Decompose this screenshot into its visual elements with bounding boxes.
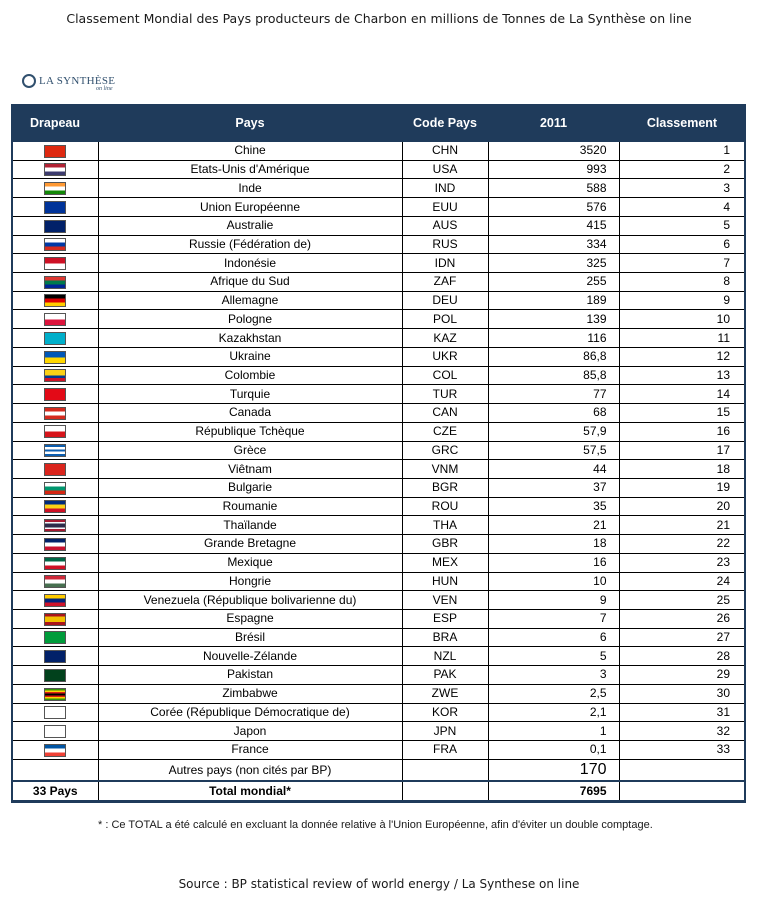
autres-code-cell [402,759,488,781]
china-flag-icon [44,145,66,158]
country-name-cell: Thaïlande [98,516,402,535]
thailand-flag-icon [44,519,66,532]
flag-cell [12,366,98,385]
country-code-cell: AUS [402,216,488,235]
country-code-cell: IND [402,179,488,198]
table-row [12,572,745,591]
colombia-flag-icon [44,369,66,382]
production-2011-cell: 993 [488,160,619,179]
rank-cell: 15 [619,404,745,423]
uk-flag-icon [44,538,66,551]
country-code-cell: CAN [402,404,488,423]
production-2011-cell: 85,8 [488,366,619,385]
country-name-cell: Union Européenne [98,198,402,217]
table-row [12,609,745,628]
country-code-cell: NZL [402,647,488,666]
country-name-cell: Canada [98,404,402,423]
ukraine-flag-icon [44,351,66,364]
table-row [12,404,745,423]
flag-cell [12,572,98,591]
table-row [12,235,745,254]
flag-cell [12,347,98,366]
table-row [12,366,745,385]
country-name-cell: Etats-Unis d'Amérique [98,160,402,179]
rank-cell: 30 [619,684,745,703]
country-name-cell: Ukraine [98,347,402,366]
mexico-flag-icon [44,557,66,570]
flag-cell [12,684,98,703]
production-2011-cell: 576 [488,198,619,217]
rank-cell: 12 [619,347,745,366]
country-code-cell: VEN [402,591,488,610]
table-row [12,722,745,741]
flag-cell [12,235,98,254]
rank-cell: 9 [619,291,745,310]
logo [22,74,116,92]
country-name-cell: France [98,741,402,760]
table-row [12,516,745,535]
table-row [12,179,745,198]
country-name-cell: Inde [98,179,402,198]
country-code-cell: ZAF [402,273,488,292]
production-2011-cell: 10 [488,572,619,591]
new-zealand-flag-icon [44,650,66,663]
flag-cell [12,628,98,647]
country-code-cell: BRA [402,628,488,647]
rank-cell: 31 [619,703,745,722]
country-name-cell: Allemagne [98,291,402,310]
usa-flag-icon [44,163,66,176]
rank-cell: 6 [619,235,745,254]
flag-cell [12,703,98,722]
country-code-cell: USA [402,160,488,179]
flag-cell [12,385,98,404]
flag-cell [12,460,98,479]
hungary-flag-icon [44,575,66,588]
flag-cell [12,609,98,628]
romania-flag-icon [44,500,66,513]
table-row [12,273,745,292]
production-2011-cell: 9 [488,591,619,610]
flag-cell [12,141,98,160]
flag-cell [12,422,98,441]
rank-cell: 3 [619,179,745,198]
czech-flag-icon [44,425,66,438]
flag-cell [12,216,98,235]
header-pays: Pays [98,105,402,141]
flag-cell [12,591,98,610]
rank-cell: 8 [619,273,745,292]
country-code-cell: DEU [402,291,488,310]
autres-rank-cell [619,759,745,781]
production-2011-cell: 255 [488,273,619,292]
country-code-cell: CHN [402,141,488,160]
autres-pays-cell: Autres pays (non cités par BP) [98,759,402,781]
table-row [12,460,745,479]
country-code-cell: ZWE [402,684,488,703]
table-row [12,703,745,722]
table-row [12,497,745,516]
production-2011-cell: 68 [488,404,619,423]
country-code-cell: GBR [402,535,488,554]
rank-cell: 23 [619,553,745,572]
footnote: * : Ce TOTAL a été calculé en excluant la donnée relative à l'Union Européenne, afin d'éviter un double comptage. [98,819,653,831]
total-row [12,781,745,802]
country-code-cell: EUU [402,198,488,217]
country-code-cell: ROU [402,497,488,516]
country-name-cell: Zimbabwe [98,684,402,703]
table-row [12,291,745,310]
country-name-cell: Turquie [98,385,402,404]
turkey-flag-icon [44,388,66,401]
total-rank-cell [619,781,745,802]
production-2011-cell: 86,8 [488,347,619,366]
table-row [12,310,745,329]
flag-cell [12,722,98,741]
table-header-row [12,105,745,141]
country-code-cell: GRC [402,441,488,460]
country-name-cell: Espagne [98,609,402,628]
table-row [12,628,745,647]
coal-ranking-table-wrapper [11,104,744,803]
country-name-cell: Mexique [98,553,402,572]
country-name-cell: Roumanie [98,497,402,516]
spain-flag-icon [44,613,66,626]
production-2011-cell: 77 [488,385,619,404]
production-2011-cell: 57,5 [488,441,619,460]
rank-cell: 7 [619,254,745,273]
table-row [12,553,745,572]
zimbabwe-flag-icon [44,688,66,701]
total-count-cell: 33 Pays [12,781,98,802]
rank-cell: 20 [619,497,745,516]
production-2011-cell: 2,5 [488,684,619,703]
flag-cell [12,666,98,685]
rank-cell: 32 [619,722,745,741]
rank-cell: 26 [619,609,745,628]
bulgaria-flag-icon [44,482,66,495]
vietnam-flag-icon [44,463,66,476]
production-2011-cell: 2,1 [488,703,619,722]
country-name-cell: Colombie [98,366,402,385]
rank-cell: 21 [619,516,745,535]
flag-cell [12,441,98,460]
production-2011-cell: 44 [488,460,619,479]
flag-cell [12,329,98,348]
coal-ranking-table [11,104,746,803]
source-note: Source : BP statistical review of world energy / La Synthese on line [178,877,580,891]
country-code-cell: HUN [402,572,488,591]
flag-cell [12,516,98,535]
flag-cell [12,273,98,292]
rank-cell: 5 [619,216,745,235]
table-row [12,385,745,404]
india-flag-icon [44,182,66,195]
flag-cell [12,179,98,198]
country-name-cell: Chine [98,141,402,160]
table-row [12,741,745,760]
table-row [12,666,745,685]
flag-cell [12,647,98,666]
indonesia-flag-icon [44,257,66,270]
japan-flag-icon [44,725,66,738]
rank-cell: 13 [619,366,745,385]
country-name-cell: Grande Bretagne [98,535,402,554]
country-name-cell: Indonésie [98,254,402,273]
production-2011-cell: 3 [488,666,619,685]
country-name-cell: Pakistan [98,666,402,685]
flag-cell [12,160,98,179]
total-label-cell: Total mondial* [98,781,402,802]
rank-cell: 28 [619,647,745,666]
autres-value-cell: 170 [488,759,619,781]
rank-cell: 29 [619,666,745,685]
production-2011-cell: 35 [488,497,619,516]
rank-cell: 25 [619,591,745,610]
south-africa-flag-icon [44,276,66,289]
country-name-cell: Nouvelle-Zélande [98,647,402,666]
production-2011-cell: 325 [488,254,619,273]
table-row [12,254,745,273]
pakistan-flag-icon [44,669,66,682]
flag-cell [12,497,98,516]
total-value-cell: 7695 [488,781,619,802]
table-row [12,684,745,703]
rank-cell: 24 [619,572,745,591]
country-code-cell: IDN [402,254,488,273]
country-code-cell: ESP [402,609,488,628]
rank-cell: 18 [619,460,745,479]
country-code-cell: KOR [402,703,488,722]
country-name-cell: Japon [98,722,402,741]
country-name-cell: Russie (Fédération de) [98,235,402,254]
country-code-cell: POL [402,310,488,329]
rank-cell: 17 [619,441,745,460]
header-code-pays: Code Pays [402,105,488,141]
country-name-cell: Brésil [98,628,402,647]
table-row [12,422,745,441]
country-name-cell: Hongrie [98,572,402,591]
production-2011-cell: 116 [488,329,619,348]
greece-flag-icon [44,444,66,457]
eu-flag-icon [44,201,66,214]
table-row [12,329,745,348]
production-2011-cell: 334 [488,235,619,254]
rank-cell: 22 [619,535,745,554]
header-classement: Classement [619,105,745,141]
production-2011-cell: 5 [488,647,619,666]
country-code-cell: THA [402,516,488,535]
production-2011-cell: 21 [488,516,619,535]
production-2011-cell: 37 [488,478,619,497]
country-code-cell: CZE [402,422,488,441]
table-body [12,141,745,759]
flag-cell [12,741,98,760]
rank-cell: 10 [619,310,745,329]
france-flag-icon [44,744,66,757]
country-name-cell: Afrique du Sud [98,273,402,292]
table-row [12,441,745,460]
production-2011-cell: 16 [488,553,619,572]
country-code-cell: TUR [402,385,488,404]
country-name-cell: République Tchèque [98,422,402,441]
country-name-cell: Grèce [98,441,402,460]
autres-pays-row [12,759,745,781]
rank-cell: 1 [619,141,745,160]
country-name-cell: Kazakhstan [98,329,402,348]
russia-flag-icon [44,238,66,251]
flag-cell [12,198,98,217]
rank-cell: 4 [619,198,745,217]
table-row [12,647,745,666]
country-code-cell: MEX [402,553,488,572]
country-code-cell: PAK [402,666,488,685]
rank-cell: 33 [619,741,745,760]
flag-cell [12,553,98,572]
flag-cell [12,478,98,497]
production-2011-cell: 6 [488,628,619,647]
flag-cell [12,404,98,423]
header-2011: 2011 [488,105,619,141]
table-row [12,198,745,217]
total-code-cell [402,781,488,802]
australia-flag-icon [44,220,66,233]
country-name-cell: Australie [98,216,402,235]
logo-text: LA SYNTHÈSE [39,74,116,87]
country-code-cell: FRA [402,741,488,760]
rank-cell: 2 [619,160,745,179]
production-2011-cell: 189 [488,291,619,310]
kazakhstan-flag-icon [44,332,66,345]
flag-cell [12,254,98,273]
logo-circle-icon [22,74,36,88]
table-row [12,478,745,497]
poland-flag-icon [44,313,66,326]
country-code-cell: JPN [402,722,488,741]
production-2011-cell: 588 [488,179,619,198]
table-row [12,141,745,160]
table-row [12,347,745,366]
venezuela-flag-icon [44,594,66,607]
germany-flag-icon [44,294,66,307]
country-code-cell: RUS [402,235,488,254]
flag-cell [12,535,98,554]
country-name-cell: Corée (République Démocratique de) [98,703,402,722]
production-2011-cell: 139 [488,310,619,329]
country-name-cell: Bulgarie [98,478,402,497]
country-code-cell: KAZ [402,329,488,348]
production-2011-cell: 0,1 [488,741,619,760]
rank-cell: 19 [619,478,745,497]
production-2011-cell: 7 [488,609,619,628]
canada-flag-icon [44,407,66,420]
flag-cell [12,291,98,310]
country-code-cell: UKR [402,347,488,366]
country-code-cell: COL [402,366,488,385]
table-row [12,216,745,235]
rank-cell: 14 [619,385,745,404]
production-2011-cell: 3520 [488,141,619,160]
country-code-cell: VNM [402,460,488,479]
table-row [12,591,745,610]
korea-flag-icon [44,706,66,719]
brazil-flag-icon [44,631,66,644]
rank-cell: 16 [619,422,745,441]
country-name-cell: Venezuela (République bolivarienne du) [98,591,402,610]
table-row [12,160,745,179]
production-2011-cell: 415 [488,216,619,235]
production-2011-cell: 1 [488,722,619,741]
table-row [12,535,745,554]
country-code-cell: BGR [402,478,488,497]
rank-cell: 11 [619,329,745,348]
header-drapeau: Drapeau [12,105,98,141]
production-2011-cell: 57,9 [488,422,619,441]
logo-subtext: on line [96,86,113,92]
country-name-cell: Viêtnam [98,460,402,479]
flag-cell [12,310,98,329]
autres-flag-cell [12,759,98,781]
country-name-cell: Pologne [98,310,402,329]
rank-cell: 27 [619,628,745,647]
production-2011-cell: 18 [488,535,619,554]
page-title: Classement Mondial des Pays producteurs de Charbon en millions de Tonnes de La Synthèse on line [66,11,692,26]
